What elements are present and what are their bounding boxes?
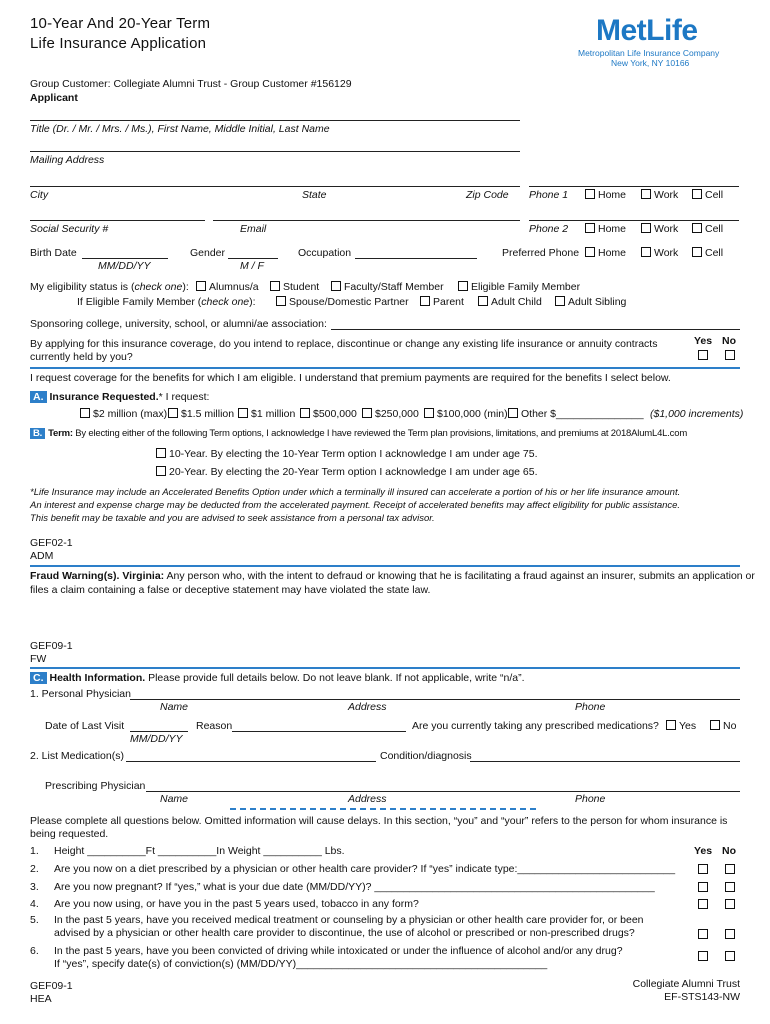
preferred-phone-label: Preferred Phone — [502, 247, 580, 259]
section-a-heading: A. Insurance Requested.* I request: — [30, 391, 209, 403]
prescribing-address-label: Address — [348, 793, 387, 805]
instructions-line2: being requested. — [30, 828, 109, 840]
q5-number: 5. — [30, 914, 39, 926]
company-address: New York, NY 10166 — [611, 58, 690, 68]
phone1-cell-checkbox[interactable]: Cell — [692, 189, 723, 201]
email-input-line[interactable] — [213, 220, 520, 221]
phone2-line[interactable] — [529, 220, 739, 221]
q2-no-checkbox[interactable] — [725, 864, 738, 876]
q1-text: Height __________Ft __________In Weight __________ Lbs. — [54, 845, 345, 857]
state-label: State — [302, 189, 327, 201]
q5-text-line2: advised by a physician or other health care provider to discontinue, the use of alcohol or prescribed or non-prescribed drugs? — [54, 927, 635, 939]
email-label: Email — [240, 223, 267, 235]
amount-500k-checkbox[interactable]: $500,000 — [300, 408, 357, 420]
metlife-logo: MetLife — [596, 14, 698, 47]
family-label: If Eligible Family Member (check one): — [77, 296, 256, 308]
physician-name-label: Name — [160, 701, 189, 713]
meds-input[interactable] — [126, 761, 376, 762]
gender-format: M / F — [240, 260, 264, 272]
gender-input[interactable] — [228, 258, 278, 259]
phone1-line[interactable] — [529, 186, 739, 187]
prescribing-phone-label: Phone — [575, 793, 606, 805]
q6-number: 6. — [30, 945, 39, 957]
mailing-label: Mailing Address — [30, 154, 105, 166]
reason-input[interactable] — [232, 731, 406, 732]
q4-number: 4. — [30, 898, 39, 910]
prescribing-input[interactable] — [146, 791, 740, 792]
sponsoring-label: Sponsoring college, university, school, or alumni/ae association: — [30, 318, 327, 330]
elig-faculty-checkbox[interactable]: Faculty/Staff Member — [331, 281, 444, 293]
meds-yes-checkbox[interactable]: Yes — [666, 720, 696, 732]
city-label: City — [30, 189, 49, 201]
company-name: Metropolitan Life Insurance Company — [578, 48, 720, 58]
phone2-work-checkbox[interactable]: Work — [641, 223, 678, 235]
phone1-label: Phone 1 — [529, 189, 569, 201]
replace-no-checkbox[interactable] — [725, 350, 738, 362]
amount-1m-checkbox[interactable]: $1 million — [238, 408, 295, 420]
last-visit-format: MM/DD/YY — [130, 733, 183, 745]
eligibility-label: My eligibility status is (check one): — [30, 281, 189, 293]
footer-code-1: GEF09-1 — [30, 980, 73, 992]
term-10-checkbox[interactable]: 10-Year. By electing the 10-Year Term option I acknowledge I am under age 75. — [156, 448, 538, 460]
q4-text: Are you now using, or have you in the past 5 years used, tobacco in any form? — [54, 898, 419, 910]
preferred-home-checkbox[interactable]: Home — [585, 247, 626, 259]
q2-text: Are you now on a diet prescribed by a physician or other health care provider? If “yes” indicate type:___________________________ — [54, 863, 676, 875]
q6-yes-checkbox[interactable] — [698, 951, 711, 963]
q3-text: Are you now pregnant? If “yes,” what is your due date (MM/DD/YY)? ________________________________________________ — [54, 881, 655, 893]
elig-alumnus-checkbox[interactable]: Alumnus/a — [196, 281, 259, 293]
physician-address-label: Address — [348, 701, 387, 713]
section-c-heading: C. Health Information. Please provide full details below. Do not leave blank. If not applicable, write “n/a”. — [30, 672, 525, 684]
q6-text-line1: In the past 5 years, have you been convicted of driving while intoxicated or under the influence of alcohol and/or any drug? — [54, 945, 623, 957]
mailing-input-line[interactable] — [30, 151, 520, 152]
replace-yes-label: Yes — [694, 335, 713, 347]
prescribing-label: Prescribing Physician — [45, 780, 146, 792]
phone2-home-checkbox[interactable]: Home — [585, 223, 626, 235]
q5-text-line1: In the past 5 years, have you received medical treatment or counseling by a physician or other health care provider for, or been — [54, 914, 644, 926]
elig-family-checkbox[interactable]: Eligible Family Member — [458, 281, 580, 293]
footer-form-number: EF-STS143-NW — [664, 991, 740, 1003]
form-code-adm-1: GEF02-1 — [30, 537, 73, 549]
replace-question-line1: By applying for this insurance coverage, do you intend to replace, discontinue or change any existing life insurance or annuity contracts — [30, 338, 658, 350]
meds-question: Are you currently taking any prescribed medications? — [412, 720, 659, 732]
phone1-home-checkbox[interactable]: Home — [585, 189, 626, 201]
q6-text-line2: If “yes”, specify date(s) of conviction(s) (MM/DD/YY)___________________________________________ — [54, 958, 548, 970]
q4-yes-checkbox[interactable] — [698, 899, 711, 911]
birth-date-label: Birth Date — [30, 247, 77, 259]
form-title-line1: 10-Year And 20-Year Term — [30, 15, 211, 32]
group-customer: Group Customer: Collegiate Alumni Trust - Group Customer #156129 — [30, 78, 352, 90]
occupation-input[interactable] — [355, 258, 477, 259]
elig-student-checkbox[interactable]: Student — [270, 281, 319, 293]
physician-input[interactable] — [130, 699, 740, 700]
questions-no-label: No — [722, 845, 736, 857]
replace-question-line2: currently held by you? — [30, 351, 133, 363]
sponsoring-input[interactable] — [331, 329, 740, 330]
ssn-label: Social Security # — [30, 223, 109, 235]
q5-no-checkbox[interactable] — [725, 929, 738, 941]
q6-no-checkbox[interactable] — [725, 951, 738, 963]
amount-1-5m-checkbox[interactable]: $1.5 million — [168, 408, 234, 420]
form-code-adm-2: ADM — [30, 550, 54, 562]
health-divider — [30, 667, 740, 669]
reason-label: Reason — [196, 720, 233, 732]
q2-yes-checkbox[interactable] — [698, 864, 711, 876]
amount-2m-checkbox[interactable]: $2 million (max) — [80, 408, 167, 420]
footnote-line2: An interest and expense charge may be deducted from the accelerated payment. Receipt of accelerated benefits may affect eligibility for public assistance. — [30, 500, 681, 511]
family-adult-child-checkbox[interactable]: Adult Child — [478, 296, 542, 308]
q3-yes-checkbox[interactable] — [698, 882, 711, 894]
q5-yes-checkbox[interactable] — [698, 929, 711, 941]
birth-date-input[interactable] — [82, 258, 168, 259]
occupation-label: Occupation — [298, 247, 352, 259]
amount-other-checkbox[interactable]: Other $_______________ — [508, 408, 644, 420]
family-spouse-checkbox[interactable]: Spouse/Domestic Partner — [276, 296, 409, 308]
birth-format: MM/DD/YY — [98, 260, 151, 272]
footnote-line3: This benefit may be taxable and you are advised to seek assistance from a personal tax advisor. — [30, 513, 435, 524]
fraud-divider — [30, 565, 740, 567]
name-label: Title (Dr. / Mr. / Mrs. / Ms.), First Name, Middle Initial, Last Name — [30, 123, 330, 135]
city-input-line[interactable] — [30, 186, 520, 187]
family-parent-checkbox[interactable]: Parent — [420, 296, 464, 308]
condition-label: Condition/diagnosis — [380, 750, 472, 762]
phone2-label: Phone 2 — [529, 223, 569, 235]
gender-label: Gender — [190, 247, 226, 259]
last-visit-label: Date of Last Visit — [45, 720, 125, 732]
footer-trust: Collegiate Alumni Trust — [632, 978, 740, 990]
condition-input[interactable] — [470, 761, 740, 762]
q4-no-checkbox[interactable] — [725, 899, 738, 911]
q3-no-checkbox[interactable] — [725, 882, 738, 894]
phone2-cell-checkbox[interactable]: Cell — [692, 223, 723, 235]
fraud-line2: files a claim containing a false or deceptive statement may have violated the state law. — [30, 584, 431, 596]
footer-code-2: HEA — [30, 993, 52, 1005]
name-input-line[interactable] — [30, 120, 520, 121]
q2-number: 2. — [30, 863, 39, 875]
personal-physician-label: 1. Personal Physician — [30, 688, 131, 700]
physician-phone-label: Phone — [575, 701, 606, 713]
preferred-work-checkbox[interactable]: Work — [641, 247, 678, 259]
preferred-cell-checkbox[interactable]: Cell — [692, 247, 723, 259]
ssn-input-line[interactable] — [30, 220, 205, 221]
form-code-fw-2: FW — [30, 653, 47, 665]
prescribing-name-label: Name — [160, 793, 189, 805]
section-divider — [30, 367, 740, 369]
last-visit-input[interactable] — [130, 731, 188, 732]
dashed-divider — [230, 808, 536, 810]
list-meds-label: 2. List Medication(s) — [30, 750, 124, 762]
q1-number: 1. — [30, 845, 39, 857]
meds-no-checkbox[interactable]: No — [710, 720, 736, 732]
amount-250k-checkbox[interactable]: $250,000 — [362, 408, 419, 420]
form-code-fw-1: GEF09-1 — [30, 640, 73, 652]
q3-number: 3. — [30, 881, 39, 893]
coverage-request: I request coverage for the benefits for which I am eligible. I understand that premium payments are required for the benefits I select below. — [30, 372, 671, 384]
replace-no-label: No — [722, 335, 736, 347]
family-adult-sibling-checkbox[interactable]: Adult Sibling — [555, 296, 626, 308]
form-title-line2: Life Insurance Application — [30, 35, 207, 52]
applicant-heading: Applicant — [30, 92, 78, 104]
zip-label: Zip Code — [466, 189, 509, 201]
increments-note: ($1,000 increments) — [650, 408, 744, 420]
phone1-work-checkbox[interactable]: Work — [641, 189, 678, 201]
footnote-line1: *Life Insurance may include an Accelerated Benefits Option under which a terminally ill insured can accelerate a portion of his or her life insurance amount. — [30, 487, 681, 498]
replace-yes-checkbox[interactable] — [698, 350, 711, 362]
term-20-checkbox[interactable]: 20-Year. By electing the 20-Year Term option I acknowledge I am under age 65. — [156, 466, 538, 478]
instructions-line1: Please complete all questions below. Omitted information will cause delays. In this section, “you” and “your” refers to the person for whom insurance is — [30, 815, 728, 827]
questions-yes-label: Yes — [694, 845, 713, 857]
amount-100k-checkbox[interactable]: $100,000 (min) — [424, 408, 508, 420]
fraud-line1: Fraud Warning(s). Virginia: Any person who, with the intent to defraud or knowing that he is facilitating a fraud against an insurer, submits an application or — [30, 570, 755, 582]
section-b-heading: B. Term: By electing either of the following Term options, I acknowledge I have reviewed the Term plan provisions, limitations, and premiums at 2018AlumL4L.com — [30, 428, 687, 439]
